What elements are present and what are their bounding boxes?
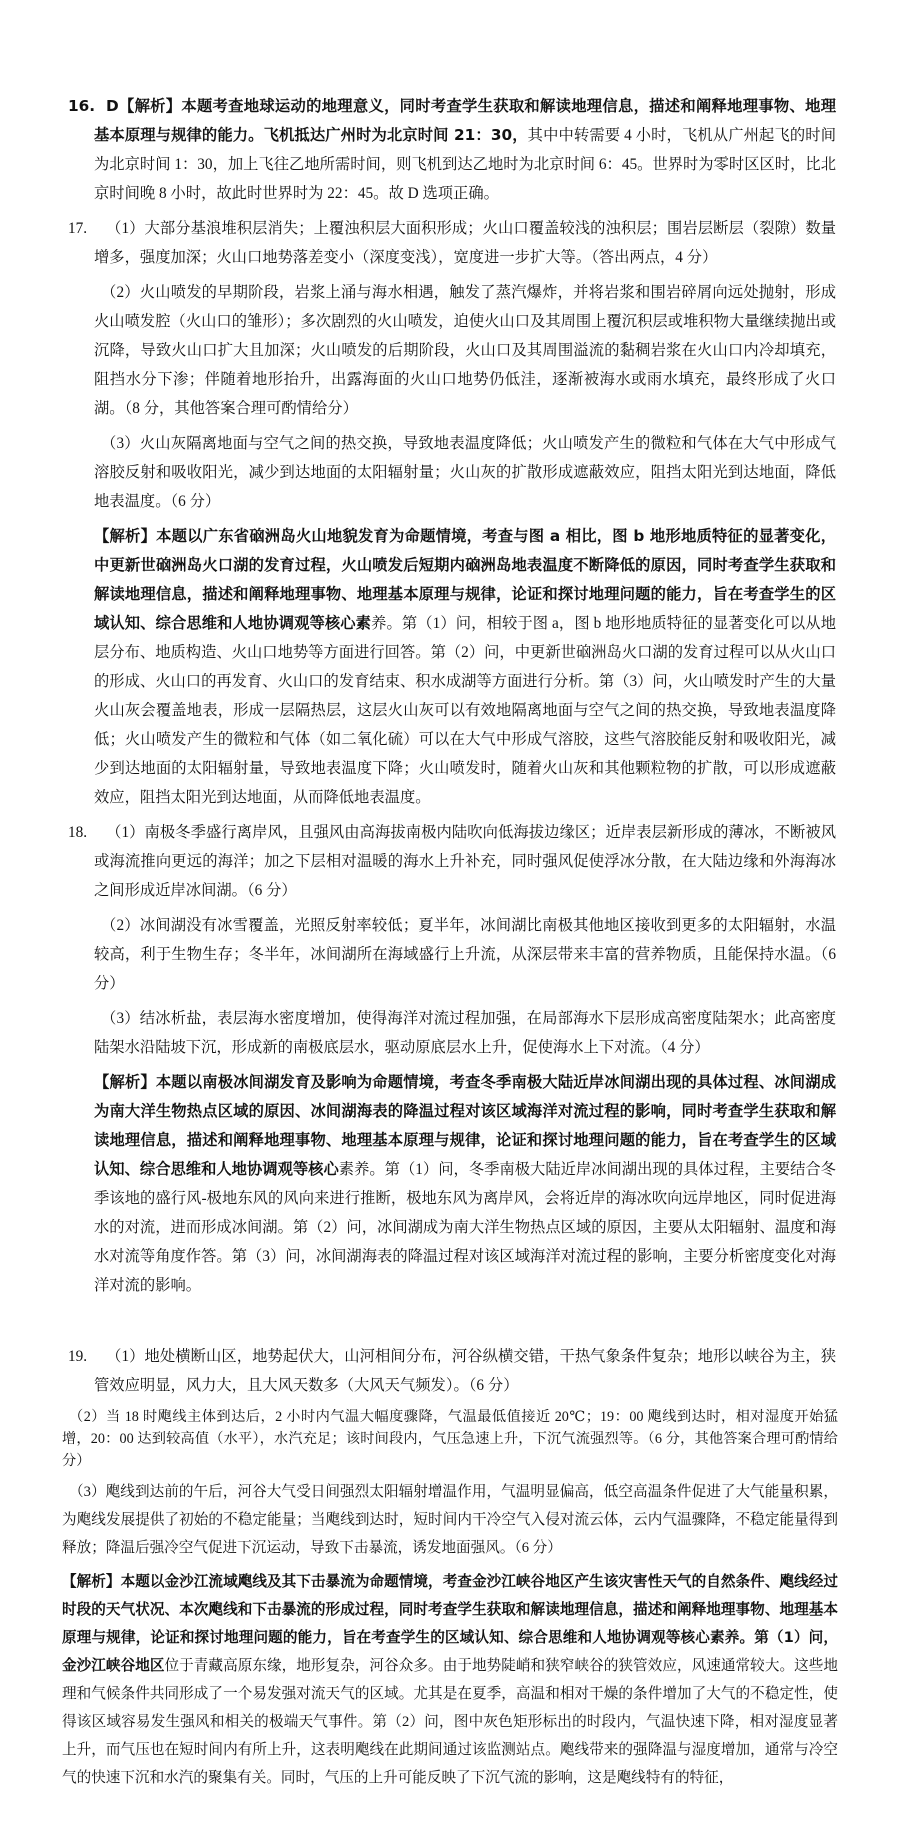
q19-answer-3-text: （3）飑线到达前的午后，河谷大气受日间强烈太阳辐射增温作用，气温明显偏高，低空高温条件促进了大气能量积累，为飑线发展提供了初始的不稳定能量；当飑线到达时，短时间内干冷空气入侵对流云体，云内气温骤降，不稳定能量得到释放；降温后强冷空气促进下沉运动，导致下击暴流，诱发地面强风。（6 分） [62, 1484, 838, 1556]
q17-answer-2-text: （2）火山喷发的早期阶段，岩浆上涌与海水相遇，触发了蒸汽爆炸，并将岩浆和围岩碎屑向远处抛射，形成火山喷发腔（火山口的雏形）；多次剧烈的火山喷发，迫使火山口及其周围上覆沉积层或堆积物大量继续抛出或沉降，导致火山口扩大且加深；火山喷发的后期阶段，火山口及其周围溢流的黏稠岩浆在火山口内冷却填充，阻挡水分下渗；伴随着地形抬升，出露海面的火山口地势仍低洼，逐渐被海水或雨水填充，最终形成了火口湖。（8 分，其他答案合理可酌情给分） [94, 284, 836, 417]
q19-answer-1-text: （1）地处横断山区，地势起伏大，山河相间分布，河谷纵横交错，干热气象条件复杂；地形以峡谷为主，狭管效应明显，风力大，且大风天数多（大风天气频发）。（6 分） [94, 1348, 836, 1394]
q18-answer-1 [68, 818, 836, 905]
q17-analysis [94, 522, 836, 812]
q19-analysis [62, 1568, 838, 1792]
q19-answer-1 [68, 1342, 836, 1400]
q17-answer-2 [94, 278, 836, 423]
q19-analysis-label: 【解析】本题以金沙江流域飑线及其下击暴流为命题情境，考查金沙江峡谷地区产生该灾害性天气的自然条件、飑线经过时段的天气状况、本次飑线和下击暴流的形成过程，同时考查学生获取和解读地理信息，描述和阐释地理事物、地理基本原理与规律，论证和探讨地理问题的能力，旨在考查学生的区域认知、综合思维和人地协调观等核心素养。第（1）问，金沙江峡谷地区 [62, 1573, 838, 1674]
q17-answer-3-text: （3）火山灰隔离地面与空气之间的热交换，导致地表温度降低；火山喷发产生的微粒和气体在大气中形成气溶胶反射和吸收阳光，减少到达地面的太阳辐射量；火山灰的扩散形成遮蔽效应，阻挡太阳光到达地面，降低地表温度。（6 分） [94, 435, 836, 510]
q18-answer-3 [94, 1004, 836, 1062]
item-number-16: 16. [68, 97, 96, 115]
q18-answer-3-text: （3）结冰析盐，表层海水密度增加，使得海洋对流过程加强，在局部海水下层形成高密度陆架水；此高密度陆架水沿陆坡下沉，形成新的南极底层水，驱动原底层水上升，促使海水上下对流。（4 分） [94, 1010, 836, 1056]
q18-analysis-text: 素养。第（1）问，冬季南极大陆近岸冰间湖出现的具体过程，主要结合冬季该地的盛行风-极地东风的风向来进行推断，极地东风为离岸风，会将近岸的海冰吹向远岸地区，同时促进海水的对流，进而形成冰间湖。第（2）问，冰间湖成为南大洋生物热点区域的原因，主要从太阳辐射、温度和海水对流等角度作答。第（3）问，冰间湖海表的降温过程对该区域海洋对流过程的影响，主要分析密度变化对海洋对流的影响。 [94, 1161, 836, 1294]
q18-answer-2-text: （2）冰间湖没有冰雪覆盖，光照反射率较低；夏半年，冰间湖比南极其他地区接收到更多的太阳辐射，水温较高，利于生物生存；冬半年，冰间湖所在海域盛行上升流，从深层带来丰富的营养物质，且能保持水温。（6 分） [94, 917, 836, 992]
q19-answer-3 [62, 1478, 838, 1562]
q17-analysis-label: 【解析】本题以广东省硇洲岛火山地貌发育为命题情境，考查与图 a 相比，图 b 地形地质特征的显著变化，中更新世硇洲岛火口湖的发育过程，火山喷发后短期内硇洲岛地表温度不断降低的原因，同时考查学生获取和解读地理信息，描述和阐释地理事物、地理基本原理与规律，论证和探讨地理问题的能力，旨在考查学生的区域认知、综合思维和人地协调观等核心素 [94, 527, 836, 632]
q18-answer-1-text: （1）南极冬季盛行离岸风，且强风由高海拔南极内陆吹向低海拔边缘区；近岸表层新形成的薄冰，不断被风或海流推向更远的海洋；加之下层相对温暖的海水上升补充，同时强风促使浮冰分散，在大陆边缘和外海海冰之间形成近岸冰间湖。（6 分） [94, 824, 836, 899]
q16-answer [68, 92, 836, 208]
q17-answer-1 [68, 214, 836, 272]
q16-analysis-label: D【解析】本题考查地球运动的地理意义，同时考查学生获取和解读地理信息，描述和阐释地理事物、地理基本原理与规律的能力。飞机抵达广州时为北京时间 21：30， [94, 97, 836, 144]
q19-answer-2-text: （2）当 18 时飑线主体到达后，2 小时内气温大幅度骤降，气温最低值接近 20℃；19：00 飑线到达时，相对湿度开始猛增，20：00 达到较高值（水平），水汽充足；该时间段内，气压急速上升，下沉气流强烈等。（6 分，其他答案合理可酌情给分） [62, 1409, 838, 1469]
q17-answer-1-text: （1）大部分基浪堆积层消失；上覆浊积层大面积形成；火山口覆盖较浅的浊积层；围岩层断层（裂隙）数量增多，强度加深；火山口地势落差变小（深度变浅），宽度进一步扩大等。（答出两点，4 分） [94, 220, 836, 266]
q16-analysis-text: 其中中转需要 4 小时，飞机从广州起飞的时间为北京时间 1：30，加上飞往乙地所需时间，则飞机到达乙地时为北京时间 6：45。世界时为零时区区时，比北京时间晚 8 小时，故此时世界时为 22：45。故 D 选项正确。 [94, 127, 836, 202]
q17-analysis-text: 养。第（1）问，相较于图 a，图 b 地形地质特征的显著变化可以从地层分布、地质构造、火山口地势等方面进行回答。第（2）问，中更新世硇洲岛火口湖的发育过程可以从火山口的形成、火山口的再发育、火山口的发育结束、积水成湖等方面进行分析。第（3）问，火山喷发时产生的大量火山灰会覆盖地表，形成一层隔热层，这层火山灰可以有效地隔离地面与空气之间的热交换，导致地表温度降低；火山喷发产生的微粒和气体（如二氧化硫）可以在大气中形成气溶胶，这些气溶胶能反射和吸收阳光，减少到达地面的太阳辐射量，导致地表温度下降；火山喷发时，随着火山灰和其他颗粒物的扩散，可以形成遮蔽效应，阻挡太阳光到达地面，从而降低地表温度。 [94, 615, 836, 806]
item-number-19: 19. [68, 1348, 88, 1365]
item-number-17: 17. [68, 220, 88, 237]
q18-answer-2 [94, 911, 836, 998]
q18-analysis [94, 1068, 836, 1300]
q17-answer-3 [94, 429, 836, 516]
q19-answer-2 [62, 1406, 838, 1472]
item-number-18: 18. [68, 824, 88, 841]
q18-analysis-label: 【解析】本题以南极冰间湖发育及影响为命题情境，考查冬季南极大陆近岸冰间湖出现的具体过程、冰间湖成为南大洋生物热点区域的原因、冰间湖海表的降温过程对该区域海洋对流过程的影响，同时考查学生获取和解读地理信息，描述和阐释地理事物、地理基本原理与规律，论证和探讨地理问题的能力，旨在考查学生的区域认知、综合思维和人地协调观等核心 [94, 1073, 836, 1178]
q19-analysis-text: 位于青藏高原东缘，地形复杂，河谷众多。由于地势陡峭和狭窄峡谷的狭管效应，风速通常较大。这些地理和气候条件共同形成了一个易发强对流天气的区域。尤其是在夏季，高温和相对干燥的条件增加了大气的不稳定性，使得该区域容易发生强风和相关的极端天气事件。第（2）问，图中灰色矩形标出的时段内，气温快速下降，相对湿度显著上升，而气压也在短时间内有所上升，这表明飑线在此期间通过该监测站点。飑线带来的强降温与湿度增加，通常与冷空气的快速下沉和水汽的聚集有关。同时，气压的上升可能反映了下沉气流的影响，这是飑线特有的特征， [62, 1658, 838, 1786]
